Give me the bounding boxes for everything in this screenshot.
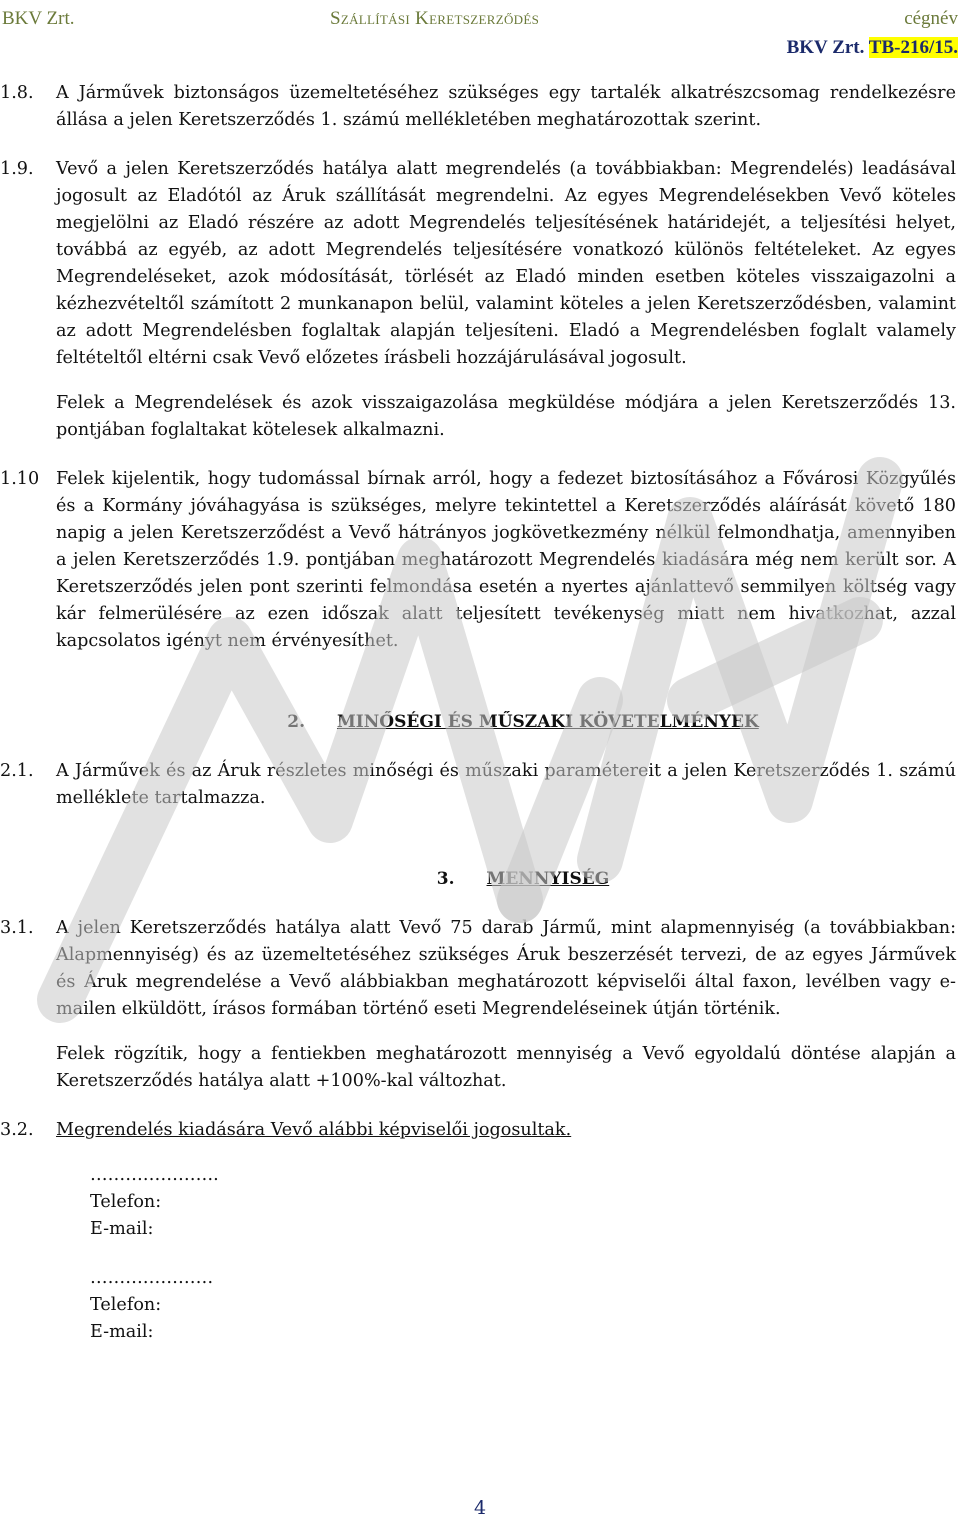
contact-block-2	[90, 1265, 956, 1346]
clause-text: Felek kijelentik, hogy tudomással bírnak arról, hogy a fedezet biztosításához a Fővárosi Közgyűlés és a Kormány jóváhagyása is szükséges, melyre tekintettel a Keretszerződés aláírását követő 180 napig a jelen Keretszerződést a Vevő hátrányos jogkövetkezmény nélkül felmondhatja, amennyiben a jelen Keretszerződés 1.9. pontjában meghatározott Megrendelés kiadására még nem került sor. A Keretszerződés jelen pont szerinti felmondása esetén a nyertes ajánlattevő semmilyen költség vagy kár felmerülésére az ezen időszak alatt teljesített tevékenység miatt nem hivatkozhat, azzal kapcsolatos igényt nem érvényesíthet.	[56, 469, 956, 651]
header-ref-prefix: BKV Zrt.	[786, 37, 865, 58]
contact-name-placeholder: …………………	[90, 1268, 214, 1288]
header-ref-number: TB-216/15.	[868, 37, 958, 58]
header-reference	[787, 37, 958, 59]
contact-email-label: E-mail:	[90, 1219, 154, 1239]
clause-text: A Járművek és az Áruk részletes minőségi és műszaki paramétereit a jelen Keretszerződés 1. számú melléklete tartalmazza.	[56, 761, 956, 808]
clause-3-2	[0, 1117, 956, 1144]
clause-1-9	[0, 156, 956, 372]
header-doc-title: Szállítási Keretszerződés	[330, 8, 540, 29]
header-company: BKV Zrt.	[2, 8, 75, 29]
clause-3-1-continued	[0, 1041, 956, 1095]
clause-number: 2.1.	[0, 761, 34, 781]
header-name-placeholder: cégnév	[904, 8, 958, 29]
clause-1-10	[0, 466, 956, 655]
contact-phone-label: Telefon:	[90, 1295, 162, 1315]
contact-phone-label: Telefon:	[90, 1192, 162, 1212]
contact-name-placeholder: ………………….	[90, 1165, 219, 1185]
contact-email-label: E-mail:	[90, 1322, 154, 1342]
clause-text: A Járművek biztonságos üzemeltetéséhez szükséges egy tartalék alkatrészcsomag rendelkezésre állása a jelen Keretszerződés 1. számú mellékletében meghatározottak szerint.	[56, 83, 956, 130]
section-heading-3	[90, 866, 956, 893]
clause-1-9-continued	[0, 390, 956, 444]
clause-text: Felek a Megrendelések és azok visszaigazolása megküldése módjára a jelen Keretszerződés 13. pontjában foglaltakat kötelesek alkalmazni.	[56, 393, 956, 440]
clause-number: 1.10	[0, 469, 40, 489]
page-header	[0, 6, 960, 62]
section-heading-2	[90, 709, 956, 736]
section-number: 3.	[436, 869, 455, 889]
clause-number: 1.9.	[0, 159, 34, 179]
clause-2-1	[0, 758, 956, 812]
clause-number: 3.1.	[0, 918, 34, 938]
clause-1-8	[0, 80, 956, 134]
clause-text: Felek rögzítik, hogy a fentiekben meghatározott mennyiség a Vevő egyoldalú döntése alapján a Keretszerződés hatálya alatt +100%-kal változhat.	[56, 1044, 956, 1091]
section-number: 2.	[287, 712, 305, 732]
section-title: MINŐSÉGI ÉS MŰSZAKI KÖVETELMÉNYEK	[336, 712, 759, 732]
clause-text: Megrendelés kiadására Vevő alábbi képviselői jogosultak.	[56, 1120, 572, 1140]
page-number: 4	[473, 1497, 487, 1519]
clause-text: Vevő a jelen Keretszerződés hatálya alatt megrendelés (a továbbiakban: Megrendelés) leadásával jogosult az Eladótól az Áruk szállítását megrendelni. Az egyes Megrendelésekben Vevő köteles megjelölni az Eladó részére az adott Megrendelés teljesítésének határidejét, a teljesítési helyet, továbbá az egyéb, az adott Megrendelés teljesítésére vonatkozó különös feltételeket. Az egyes Megrendeléseket, azok módosítását, törlését az Eladó minden esetben köteles visszaigazolni a kézhezvételtől számított 2 munkanapon belül, valamint köteles a jelen Keretszerződésben, valamint az adott Megrendelésben foglaltak alapján teljesíteni. Eladó a Megrendelésben foglalt valamely feltételtől eltérni csak Vevő előzetes írásbeli hozzájárulásával jogosult.	[56, 159, 956, 368]
document-body	[0, 80, 956, 1346]
clause-3-1	[0, 915, 956, 1023]
clause-text: A jelen Keretszerződés hatálya alatt Vevő 75 darab Jármű, mint alapmennyiség (a továbbiakban: Alapmennyiség) és az üzemeltetéséhez szükséges Áruk beszerzését tervezi, de az egyes Járművek és Áruk megrendelése a Vevő alábbiakban meghatározott képviselői által faxon, levélben vagy e-mailen elküldött, írásos formában történő eseti Megrendeléseinek útján történik.	[56, 918, 956, 1019]
clause-number: 1.8.	[0, 83, 34, 103]
contact-block-1	[90, 1162, 956, 1243]
section-title: MENNYISÉG	[486, 869, 610, 889]
clause-number: 3.2.	[0, 1120, 34, 1140]
